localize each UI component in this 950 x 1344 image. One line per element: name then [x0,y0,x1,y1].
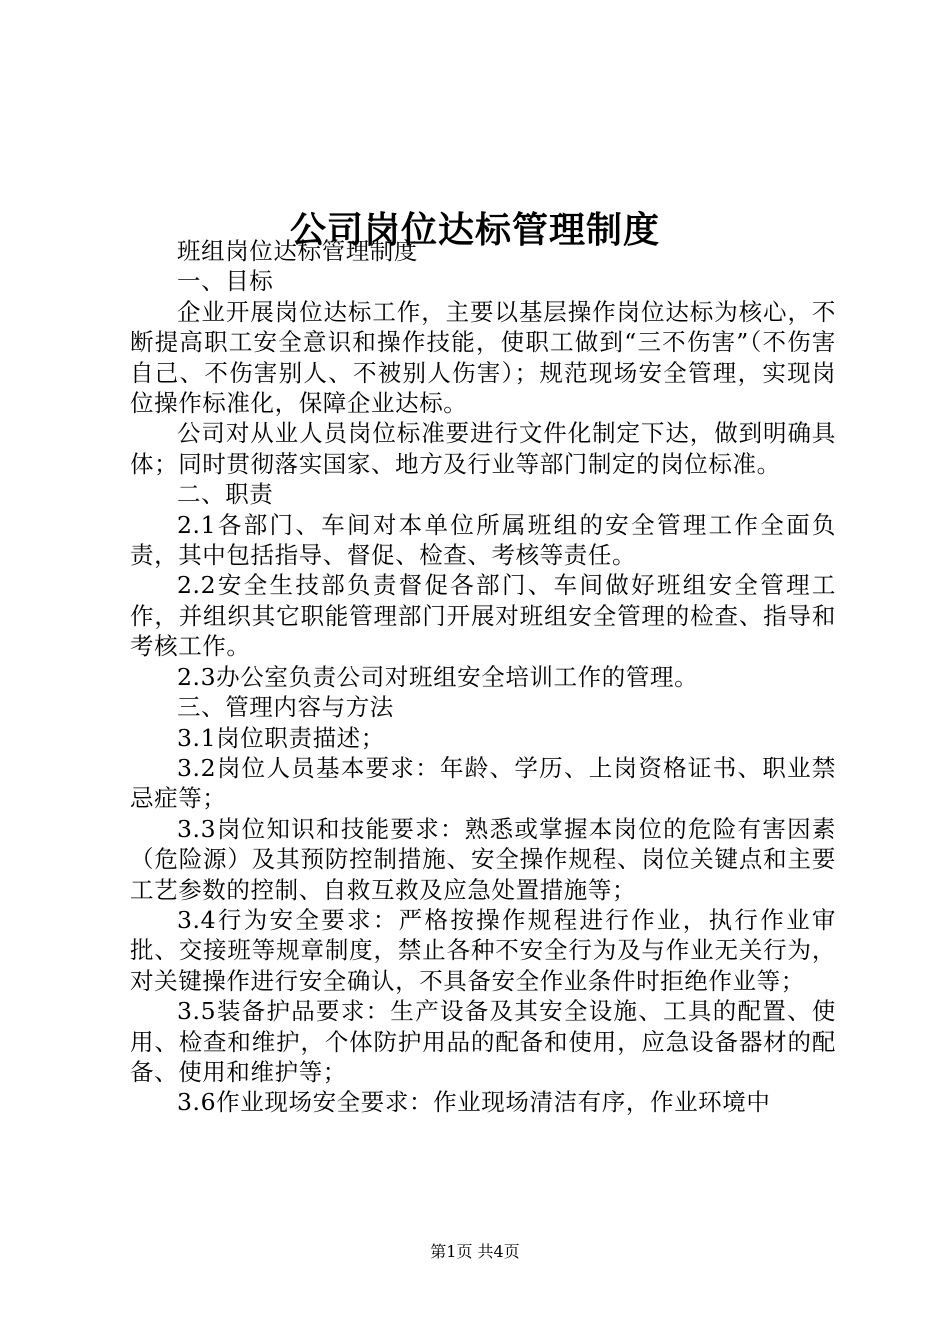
paragraph: 公司对从业人员岗位标准要进行文件化制定下达，做到明确具体；同时贯彻落实国家、地方及行业等部门制定的岗位标准。 [130,419,836,478]
paragraph: 2.3办公室负责公司对班组安全培训工作的管理。 [177,662,699,691]
paragraph: 3.2岗位人员基本要求：年龄、学历、上岗资格证书、职业禁忌症等； [130,753,836,813]
paragraph: 企业开展岗位达标工作，主要以基层操作岗位达标为核心，不断提高职工安全意识和操作技能，使职工做到“三不伤害”（不伤害自己、不伤害别人、不被别人伤害）；规范现场安全管理，实现岗位操作标准化，保障企业达标。 [130,297,836,418]
document-body [130,236,836,1118]
page-footer: 第1页 共4页 [430,1242,520,1261]
paragraph: 3.6作业现场安全要求：作业现场清洁有序，作业环境中 [177,1088,771,1117]
paragraph: 2.1各部门、车间对本单位所属班组的安全管理工作全面负责，其中包括指导、督促、检查、考核等责任。 [130,510,836,570]
paragraph: 3.4行为安全要求：严格按操作规程进行作业，执行作业审批、交接班等规章制度，禁止各种不安全行为及与作业无关行为，对关键操作进行安全确认，不具备安全作业条件时拒绝作业等； [130,905,836,995]
paragraph: 3.5装备护品要求：生产设备及其安全设施、工具的配置、使用、检查和维护，个体防护用品的配备和使用，应急设备器材的配备、使用和维护等； [130,997,836,1086]
paragraph: 2.2安全生技部负责督促各部门、车间做好班组安全管理工作，并组织其它职能管理部门开展对班组安全管理的检查、指导和考核工作。 [130,571,836,661]
paragraph: 3.3岗位知识和技能要求：熟悉或掌握本岗位的危险有害因素（危险源）及其预防控制措施、安全操作规程、岗位关键点和主要工艺参数的控制、自救互救及应急处置措施等； [130,814,836,904]
section-heading-duties: 二、职责 [177,480,274,509]
paragraph: 3.1岗位职责描述； [177,723,385,752]
paragraph-subtitle: 班组岗位达标管理制度 [177,237,418,265]
section-heading-goal: 一、目标 [177,267,274,296]
document-title: 公司岗位达标管理制度 [289,210,660,252]
section-heading-management: 三、管理内容与方法 [177,693,394,722]
